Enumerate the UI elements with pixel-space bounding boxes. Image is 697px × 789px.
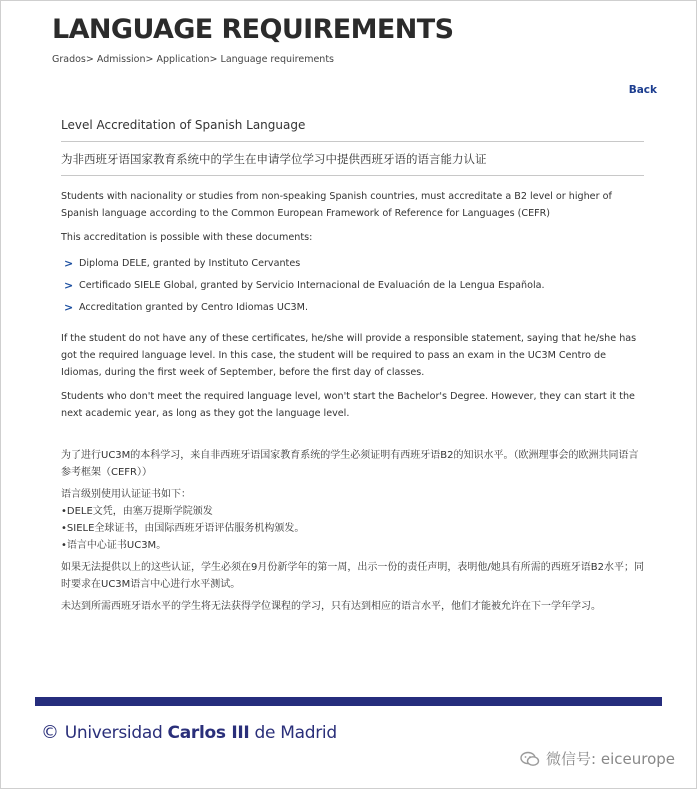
- list-item: •SIELE全球证书，由国际西班牙语评估服务机构颁发。: [61, 523, 305, 534]
- english-docs-intro: This accreditation is possible with these documents:: [61, 232, 313, 243]
- back-link[interactable]: Back: [628, 84, 657, 96]
- document-list: [61, 253, 644, 319]
- chinese-not-met: 未达到所需西班牙语水平的学生将无法获得学位课程的学习，只有达到相应的语言水平，他们才能被允许在下一学年学习。: [61, 601, 601, 612]
- chinese-certs-intro: 语言级别使用认证证书如下：: [61, 489, 191, 500]
- wechat-watermark: 微信号: eiceurope: [520, 748, 675, 769]
- page-title: LANGUAGE REQUIREMENTS: [52, 14, 454, 45]
- chinese-section: [61, 447, 644, 615]
- list-item: > Diploma DELE, granted by Instituto Cervantes: [61, 253, 644, 275]
- list-item: > Accreditation granted by Centro Idiomas UC3M.: [61, 297, 644, 319]
- section-title: Level Accreditation of Spanish Language: [61, 113, 644, 142]
- section-subtitle-zh: 为非西班牙语国家教育系统中的学生在申请学位学习中提供西班牙语的语言能力认证: [61, 142, 644, 176]
- breadcrumb[interactable]: Grados> Admission> Application> Language requirements: [52, 54, 334, 65]
- chevron-right-icon: >: [64, 257, 74, 270]
- english-intro: Students with nacionality or studies from non-speaking Spanish countries, must accreditate a B2 level or higher of Spanish language according to the Common European Framework of Reference for Languages (CEFR): [61, 191, 612, 219]
- footer-bar: [35, 697, 662, 706]
- chinese-intro: 为了进行UC3M的本科学习，来自非西班牙语国家教育系统的学生必须证明有西班牙语B2的知识水平。（欧洲理事会的欧洲共同语言参考框架（CEFR））: [61, 450, 639, 478]
- list-item: •语言中心证书UC3M。: [61, 540, 167, 551]
- list-item: •DELE文凭，由塞万提斯学院颁发: [61, 506, 213, 517]
- chinese-no-certificate: 如果无法提供以上的这些认证，学生必须在9月份新学年的第一周，出示一份的责任声明，表明他/她具有所需的西班牙语B2水平；同时要求在UC3M语言中心进行水平测试。: [61, 562, 644, 590]
- english-not-met: Students who don't meet the required language level, won't start the Bachelor's Degree. However, they can start it the next academic year, as long as they got the language level.: [61, 391, 635, 419]
- chevron-right-icon: >: [64, 301, 74, 314]
- chevron-right-icon: >: [64, 279, 74, 292]
- copyright-icon: ©: [41, 722, 59, 743]
- list-item: > Certificado SIELE Global, granted by Servicio Internacional de Evaluación de la Lengua Española.: [61, 275, 644, 297]
- university-logo: © Universidad Carlos III de Madrid: [41, 722, 337, 743]
- main-content: [61, 113, 644, 620]
- english-no-certificate: If the student do not have any of these certificates, he/she will provide a responsible statement, saying that he/she has got the required language level. In this case, the student will be required to pass an exam in the UC3M Centro de Idiomas, during the first week of September, before the first day of classes.: [61, 333, 637, 378]
- chinese-cert-list: [61, 503, 644, 554]
- wechat-icon: [520, 751, 540, 767]
